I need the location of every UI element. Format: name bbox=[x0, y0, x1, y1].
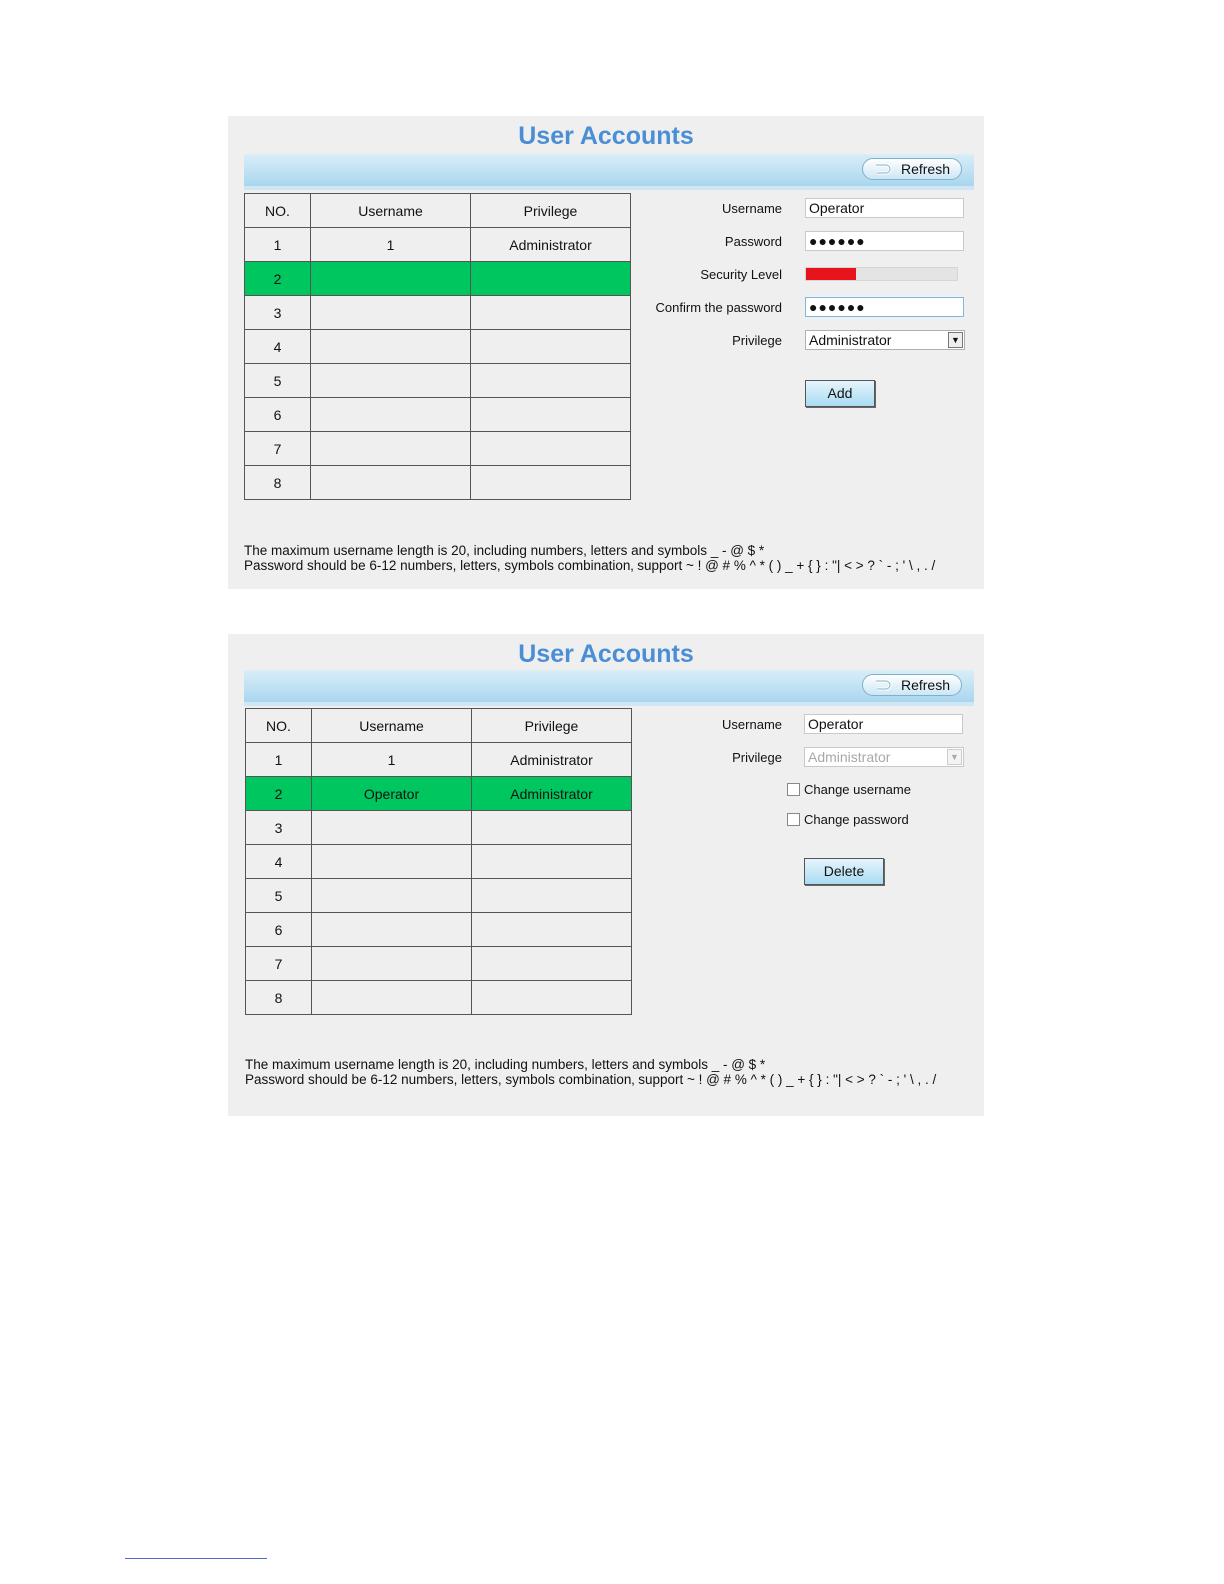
table-header-row bbox=[245, 194, 631, 228]
cell-privilege: Administrator bbox=[472, 777, 632, 811]
change-password-checkbox[interactable] bbox=[787, 812, 909, 827]
refresh-button[interactable] bbox=[862, 674, 962, 696]
cell-privilege bbox=[472, 879, 632, 913]
cell-username bbox=[312, 811, 472, 845]
username-hint: The maximum username length is 20, including numbers, letters and symbols _ - @ $ * bbox=[244, 543, 765, 558]
table-row[interactable] bbox=[246, 947, 632, 981]
refresh-button[interactable] bbox=[862, 158, 962, 180]
refresh-label: Refresh bbox=[900, 677, 950, 693]
cell-username bbox=[312, 845, 472, 879]
table-row[interactable] bbox=[245, 432, 631, 466]
username-input[interactable]: Operator bbox=[804, 714, 963, 734]
change-password-label: Change password bbox=[804, 812, 909, 827]
chevron-down-icon[interactable]: ▼ bbox=[947, 749, 962, 765]
cell-no: 7 bbox=[246, 947, 312, 981]
confirm-password-label: Confirm the password bbox=[655, 300, 782, 315]
chevron-down-icon[interactable]: ▼ bbox=[948, 332, 963, 348]
add-button[interactable]: Add bbox=[805, 380, 875, 407]
cell-no: 8 bbox=[245, 466, 311, 500]
cell-privilege bbox=[471, 364, 631, 398]
header-username: Username bbox=[312, 709, 472, 743]
cell-username bbox=[311, 364, 471, 398]
privilege-select[interactable] bbox=[805, 330, 965, 350]
cell-no: 2 bbox=[246, 777, 312, 811]
privilege-label: Privilege bbox=[732, 333, 782, 348]
checkbox-box[interactable] bbox=[787, 813, 800, 826]
cell-no: 6 bbox=[245, 398, 311, 432]
table-row-selected[interactable] bbox=[245, 262, 631, 296]
table-row-selected[interactable] bbox=[246, 777, 632, 811]
change-username-label: Change username bbox=[804, 782, 911, 797]
password-input[interactable]: ●●●●●● bbox=[805, 231, 964, 251]
cell-no: 4 bbox=[246, 845, 312, 879]
table-header-row bbox=[246, 709, 632, 743]
privilege-label: Privilege bbox=[732, 750, 782, 765]
cell-username: 1 bbox=[312, 743, 472, 777]
security-level-label: Security Level bbox=[700, 267, 782, 282]
refresh-label: Refresh bbox=[900, 161, 950, 177]
cell-privilege: Administrator bbox=[471, 228, 631, 262]
cell-no: 3 bbox=[246, 811, 312, 845]
panel-title: User Accounts bbox=[518, 640, 694, 668]
user-accounts-panel-add bbox=[228, 116, 984, 589]
table-row[interactable] bbox=[245, 330, 631, 364]
cell-privilege bbox=[472, 947, 632, 981]
panel-title: User Accounts bbox=[518, 122, 694, 150]
cell-no: 6 bbox=[246, 913, 312, 947]
cell-username bbox=[311, 432, 471, 466]
checkbox-box[interactable] bbox=[787, 783, 800, 796]
header-username: Username bbox=[311, 194, 471, 228]
cell-username bbox=[312, 879, 472, 913]
cell-username bbox=[312, 981, 472, 1015]
cell-username bbox=[312, 913, 472, 947]
users-table bbox=[244, 193, 631, 500]
cell-username bbox=[311, 398, 471, 432]
header-no: NO. bbox=[246, 709, 312, 743]
header-no: NO. bbox=[245, 194, 311, 228]
cell-username: Operator bbox=[312, 777, 472, 811]
cell-username bbox=[311, 296, 471, 330]
toolbar bbox=[244, 154, 974, 190]
username-hint: The maximum username length is 20, including numbers, letters and symbols _ - @ $ * bbox=[245, 1057, 766, 1072]
cell-no: 5 bbox=[246, 879, 312, 913]
privilege-select[interactable] bbox=[804, 747, 964, 767]
cell-privilege bbox=[472, 811, 632, 845]
cell-privilege bbox=[472, 845, 632, 879]
cell-username bbox=[311, 330, 471, 364]
table-row[interactable] bbox=[245, 364, 631, 398]
username-label: Username bbox=[722, 717, 782, 732]
footnote-divider bbox=[125, 1558, 267, 1559]
cell-no: 2 bbox=[245, 262, 311, 296]
cell-privilege: Administrator bbox=[472, 743, 632, 777]
cell-username bbox=[311, 262, 471, 296]
username-input[interactable]: Operator bbox=[805, 198, 964, 218]
confirm-password-input[interactable]: ●●●●●● bbox=[805, 297, 964, 317]
cell-no: 4 bbox=[245, 330, 311, 364]
cell-username bbox=[312, 947, 472, 981]
cell-privilege bbox=[471, 466, 631, 500]
user-accounts-panel-edit bbox=[228, 634, 984, 1116]
cell-no: 7 bbox=[245, 432, 311, 466]
cell-no: 1 bbox=[246, 743, 312, 777]
cell-privilege bbox=[471, 398, 631, 432]
cell-privilege bbox=[471, 432, 631, 466]
password-label: Password bbox=[724, 234, 782, 249]
cell-username bbox=[311, 466, 471, 500]
username-label: Username bbox=[722, 201, 782, 216]
change-username-checkbox[interactable] bbox=[787, 782, 911, 797]
table-row[interactable] bbox=[245, 398, 631, 432]
toolbar bbox=[244, 670, 974, 706]
cell-privilege bbox=[472, 981, 632, 1015]
table-row[interactable] bbox=[245, 466, 631, 500]
table-row[interactable] bbox=[246, 913, 632, 947]
cell-username: 1 bbox=[311, 228, 471, 262]
password-hint: Password should be 6-12 numbers, letters, symbols combination‚ support ~ ! @ # % ^ * ( ) _ + { } : "| < > ? ` - ; ' \ , . / bbox=[245, 1072, 937, 1087]
cell-no: 8 bbox=[246, 981, 312, 1015]
table-row[interactable] bbox=[246, 845, 632, 879]
table-row[interactable] bbox=[245, 296, 631, 330]
header-privilege: Privilege bbox=[472, 709, 632, 743]
delete-button[interactable]: Delete bbox=[804, 858, 884, 885]
refresh-icon bbox=[871, 162, 893, 176]
cell-no: 3 bbox=[245, 296, 311, 330]
users-table bbox=[245, 708, 632, 1015]
security-level-meter bbox=[805, 267, 958, 281]
table-row[interactable] bbox=[245, 228, 631, 262]
password-hint: Password should be 6-12 numbers, letters, symbols combination‚ support ~ ! @ # % ^ * ( ) _ + { } : "| < > ? ` - ; ' \ , . / bbox=[244, 558, 936, 573]
table-row[interactable] bbox=[246, 981, 632, 1015]
table-row[interactable] bbox=[246, 743, 632, 777]
table-row[interactable] bbox=[246, 811, 632, 845]
cell-no: 5 bbox=[245, 364, 311, 398]
privilege-select-value: Administrator bbox=[808, 749, 891, 765]
privilege-select-value: Administrator bbox=[809, 332, 892, 348]
cell-privilege bbox=[472, 913, 632, 947]
security-level-fill bbox=[806, 268, 856, 280]
table-row[interactable] bbox=[246, 879, 632, 913]
refresh-icon bbox=[871, 678, 893, 692]
cell-no: 1 bbox=[245, 228, 311, 262]
header-privilege: Privilege bbox=[471, 194, 631, 228]
